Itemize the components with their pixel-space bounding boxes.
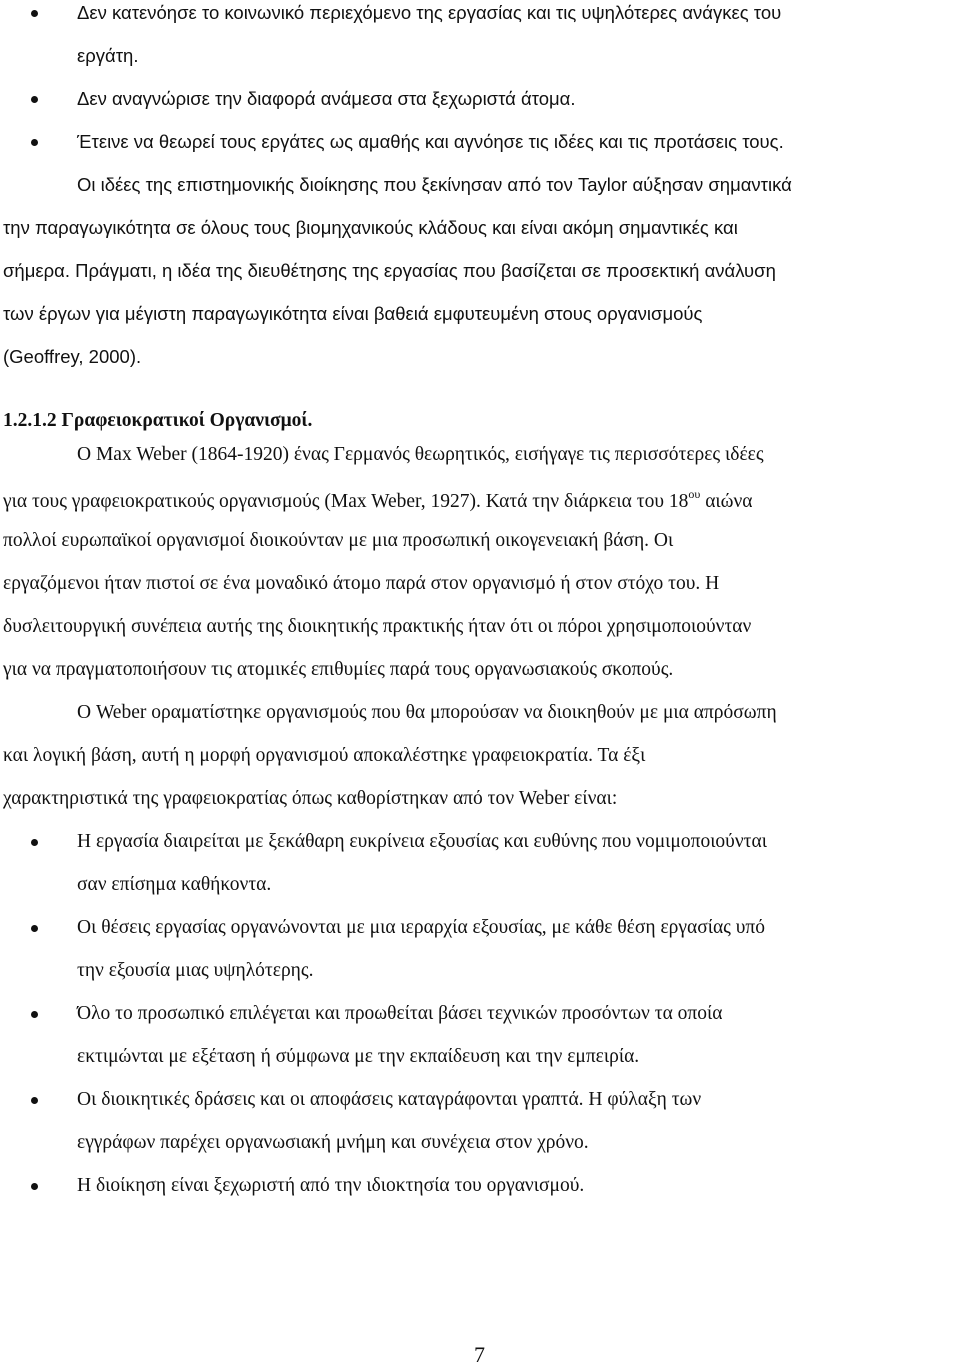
bullet-text: Έτεινε να θεωρεί τους εργάτες ως αμαθής και αγνόησε τις ιδέες και τις προτάσεις τους. — [77, 131, 784, 152]
paragraph-line: χαρακτηριστικά της γραφειοκρατίας όπως καθορίστηκαν από τον Weber είναι: — [3, 788, 618, 809]
paragraph-line: των έργων για μέγιστη παραγωγικότητα είναι βαθειά εμφυτευμένη στους οργανισμούς — [3, 303, 703, 324]
bullet-dot — [31, 1011, 38, 1018]
bullet-dot — [31, 1097, 38, 1104]
paragraph-line: Οι ιδέες της επιστημονικής διοίκησης που ξεκίνησαν από τον Taylor αύξησαν σημαντικά — [77, 174, 792, 195]
paragraph-line: εργαζόμενοι ήταν πιστοί σε ένα μοναδικό άτομο παρά στον οργανισμό ή στον στόχο του. Η — [3, 573, 720, 594]
ordinal-superscript: ου — [688, 487, 701, 501]
paragraph-line: για να πραγματοποιήσουν τις ατομικές επιθυμίες παρά τους οργανωσιακούς σκοπούς. — [3, 659, 674, 680]
bullet-dot — [31, 839, 38, 846]
bullet-dot — [31, 139, 38, 146]
paragraph-line: και λογική βάση, αυτή η μορφή οργανισμού αποκαλέστηκε γραφειοκρατία. Τα έξι — [3, 745, 646, 766]
bullet-dot — [31, 96, 38, 103]
bullet-dot — [31, 925, 38, 932]
bullet-text: την εξουσία μιας υψηλότερης. — [77, 960, 314, 981]
paragraph-line: σήμερα. Πράγματι, η ιδέα της διευθέτησης της εργασίας που βασίζεται σε προσεκτική ανάλυση — [3, 260, 776, 281]
paragraph-line: την παραγωγικότητα σε όλους τους βιομηχανικούς κλάδους και είναι ακόμη σημαντικές και — [3, 217, 738, 238]
paragraph-line: Ο Weber οραματίστηκε οργανισμούς που θα μπορούσαν να διοικηθούν με μια απρόσωπη — [77, 702, 777, 723]
bullet-text: Οι διοικητικές δράσεις και οι αποφάσεις καταγράφονται γραπτά. Η φύλαξη των — [77, 1089, 702, 1110]
bullet-dot — [31, 10, 38, 17]
bullet-text: Η διοίκηση είναι ξεχωριστή από την ιδιοκτησία του οργανισμού. — [77, 1175, 585, 1196]
bullet-text: Η εργασία διαιρείται με ξεκάθαρη ευκρίνεια εξουσίας και ευθύνης που νομιμοποιούνται — [77, 831, 767, 852]
paragraph-line-with-superscript — [3, 488, 753, 512]
paragraph-line-text: για τους γραφειοκρατικούς οργανισμούς (Max Weber, 1927). Κατά την διάρκεια του 18 — [3, 491, 689, 512]
paragraph-line: δυσλειτουργική συνέπεια αυτής της διοικητικής πρακτικής ήταν ότι οι πόροι χρησιμοποιούνταν — [3, 616, 752, 637]
bullet-text: εκτιμώνται με εξέταση ή σύμφωνα με την εκπαίδευση και την εμπειρία. — [77, 1046, 640, 1067]
bullet-text: σαν επίσημα καθήκοντα. — [77, 874, 272, 895]
bullet-text: εργάτη. — [77, 45, 139, 66]
paragraph-line: (Geoffrey, 2000). — [3, 346, 142, 367]
paragraph-line-text: αιώνα — [700, 491, 753, 512]
paragraph-line: Ο Max Weber (1864-1920) ένας Γερμανός θεωρητικός, εισήγαγε τις περισσότερες ιδέες — [77, 444, 764, 465]
bullet-dot — [31, 1183, 38, 1190]
bullet-text: Οι θέσεις εργασίας οργανώνονται με μια ιεραρχία εξουσίας, με κάθε θέση εργασίας υπό — [77, 917, 766, 938]
bullet-text: εγγράφων παρέχει οργανωσιακή μνήμη και συνέχεια στον χρόνο. — [77, 1132, 589, 1153]
bullet-text: Δεν κατενόησε το κοινωνικό περιεχόμενο της εργασίας και τις υψηλότερες ανάγκες του — [77, 2, 782, 23]
bullet-text: Δεν αναγνώρισε την διαφορά ανάμεσα στα ξεχωριστά άτομα. — [77, 88, 576, 109]
section-heading: 1.2.1.2 Γραφειοκρατικοί Οργανισμοί. — [3, 410, 313, 431]
paragraph-line: πολλοί ευρωπαϊκοί οργανισμοί διοικούνταν με μια προσωπική οικογενειακή βάση. Οι — [3, 530, 674, 551]
page-number: 7 — [474, 1342, 485, 1367]
bullet-text: Όλο το προσωπικό επιλέγεται και προωθείται βάσει τεχνικών προσόντων τα οποία — [77, 1003, 723, 1024]
